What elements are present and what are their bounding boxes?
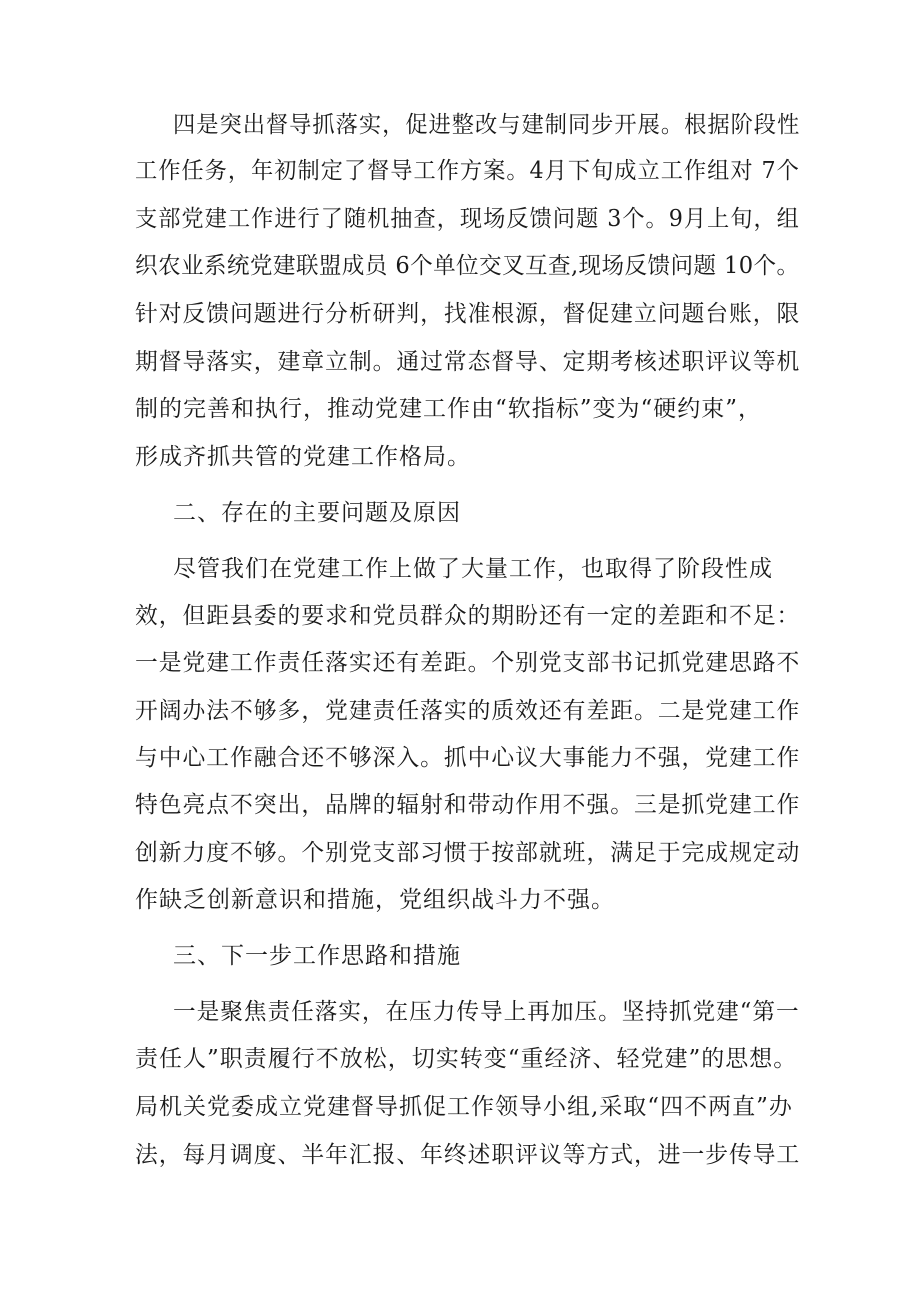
paragraph-line: 开阔办法不够多，党建责任落实的质效还有差距。二是党建工作 bbox=[135, 698, 801, 724]
paragraph-line: 效，但距县委的要求和党员群众的期盼还有一定的差距和不足： bbox=[135, 603, 801, 629]
paragraph-line: 尽管我们在党建工作上做了大量工作，也取得了阶段性成 bbox=[173, 556, 773, 582]
paragraph-line: 形成齐抓共管的党建工作格局。 bbox=[135, 444, 471, 470]
paragraph-line: 织农业系统党建联盟成员 6个单位交叉互查,现场反馈问题 10个。 bbox=[135, 253, 800, 279]
paragraph-line: 工作任务，年初制定了督导工作方案。4月下旬成立工作组对 7个 bbox=[135, 158, 800, 184]
paragraph-line: 责任人”职责履行不放松，切实转变“重经济、轻党建”的思想。 bbox=[135, 1046, 798, 1072]
paragraph-line: 创新力度不够。个别党支部习惯于按部就班，满足于完成规定动 bbox=[135, 840, 801, 866]
paragraph-line: 四是突出督导抓落实，促进整改与建制同步开展。根据阶段性 bbox=[173, 112, 801, 138]
paragraph-line: 针对反馈问题进行分析研判，找准根源，督促建立问题台账，限 bbox=[135, 301, 801, 327]
paragraph-line: 局机关党委成立党建督导抓促工作领导小组,采取“四不两直”办 bbox=[135, 1094, 793, 1120]
section-heading: 三、下一步工作思路和措施 bbox=[173, 943, 461, 969]
paragraph-line: 法，每月调度、半年汇报、年终述职评议等方式，进一步传导工 bbox=[135, 1142, 801, 1168]
paragraph-line: 作缺乏创新意识和措施，党组织战斗力不强。 bbox=[135, 887, 615, 913]
paragraph-line: 支部党建工作进行了随机抽查，现场反馈问题 3个。9月上旬，组 bbox=[135, 206, 800, 232]
paragraph-line: 制的完善和执行，推动党建工作由“软指标”变为“硬约束”， bbox=[135, 396, 763, 422]
paragraph-line: 期督导落实，建章立制。通过常态督导、定期考核述职评议等机 bbox=[135, 349, 801, 375]
section-heading: 二、存在的主要问题及原因 bbox=[173, 500, 461, 526]
paragraph-line: 特色亮点不突出，品牌的辐射和带动作用不强。三是抓党建工作 bbox=[135, 792, 801, 818]
paragraph-line: 一是聚焦责任落实，在压力传导上再加压。坚持抓党建“第一 bbox=[173, 999, 800, 1025]
paragraph-line: 与中心工作融合还不够深入。抓中心议大事能力不强，党建工作 bbox=[135, 745, 801, 771]
paragraph-line: 一是党建工作责任落实还有差距。个别党支部书记抓党建思路不 bbox=[135, 650, 801, 676]
